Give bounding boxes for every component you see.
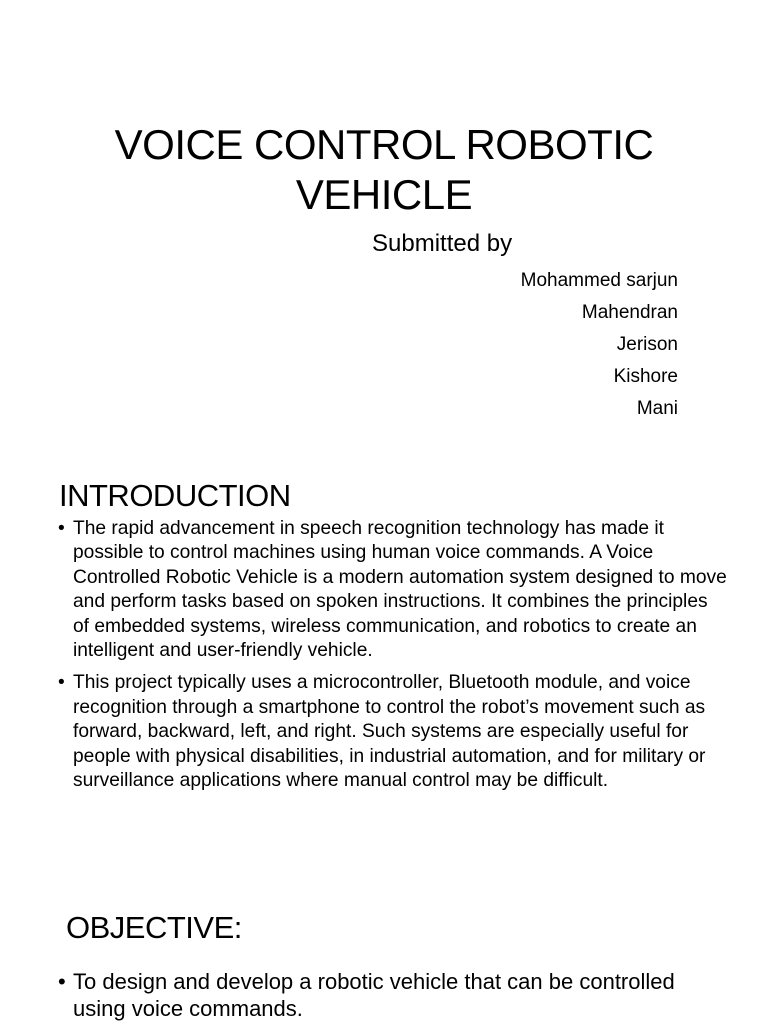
bullet-icon: • <box>58 518 65 539</box>
introduction-heading: INTRODUCTION <box>59 478 291 513</box>
objective-item: To design and develop a robotic vehicle that can be controlled using voice commands. <box>73 969 675 1021</box>
author-name: Mahendran <box>581 302 678 323</box>
list-item <box>58 671 728 793</box>
title-line-1: VOICE CONTROL ROBOTIC <box>114 121 654 168</box>
introduction-bullet-list <box>58 517 728 793</box>
author-name: Mani <box>636 398 678 419</box>
bullet-icon: • <box>58 969 66 994</box>
document-title <box>80 120 688 220</box>
objective-bullet-list <box>58 968 728 1022</box>
author-name: Jerison <box>616 334 678 355</box>
submitted-by-label: Submitted by <box>372 230 513 257</box>
introduction-paragraph: The rapid advancement in speech recognition technology has made it possible to control machines using human voice commands. A Voice Controlled Robotic Vehicle is a modern automation system designed to move and perform tasks based on spoken instructions. It combines the principles of embedded systems, wireless communication, and robotics to create an intelligent and user-friendly vehicle. <box>73 518 727 662</box>
author-name: Kishore <box>613 366 678 387</box>
list-item <box>58 517 728 663</box>
author-list <box>521 265 678 425</box>
title-line-2: VEHICLE <box>295 171 473 218</box>
introduction-paragraph: This project typically uses a microcontroller, Bluetooth module, and voice recognition through a smartphone to control the robot’s movement such as forward, backward, left, and right. Such systems are especially useful for people with physical disabilities, in industrial automation, and for military or surveillance applications where manual control may be difficult. <box>73 672 706 792</box>
objective-heading: OBJECTIVE: <box>66 910 242 945</box>
author-name: Mohammed sarjun <box>520 270 678 291</box>
bullet-icon: • <box>58 672 65 694</box>
list-item <box>58 968 728 1022</box>
